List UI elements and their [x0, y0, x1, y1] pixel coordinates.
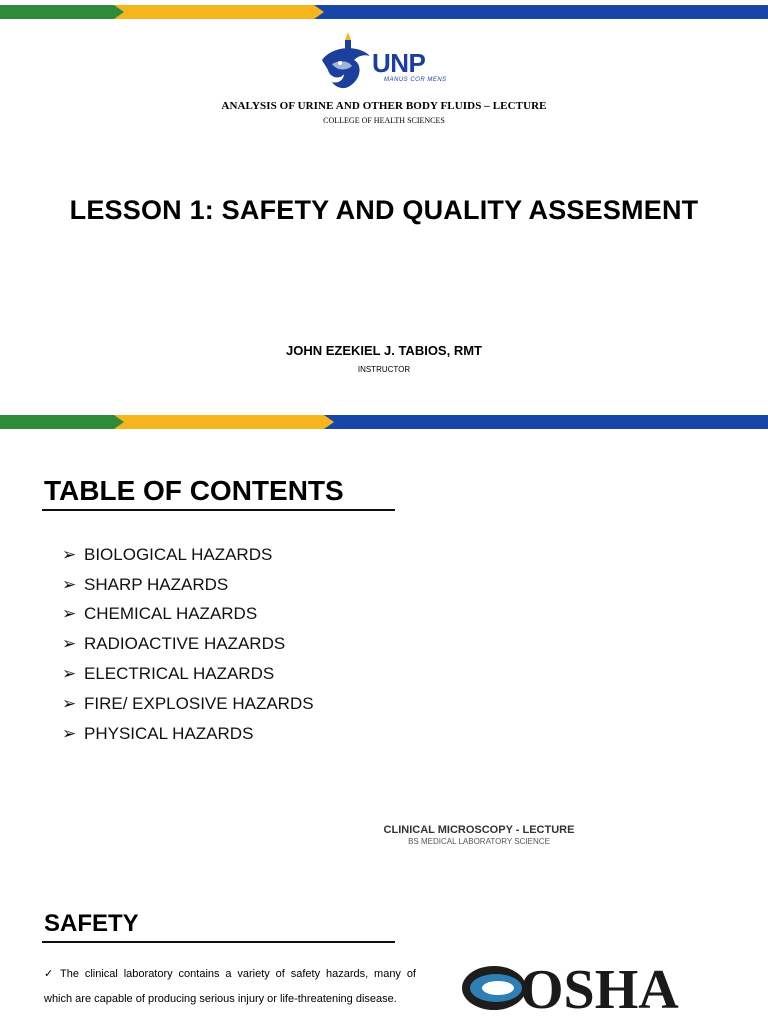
checkmark-icon: ✓	[44, 968, 54, 980]
middle-color-band	[0, 415, 768, 429]
footer-program: BS MEDICAL LABORATORY SCIENCE	[408, 837, 550, 846]
arrow-bullet-icon: ➢	[62, 693, 77, 713]
arrow-bullet-icon: ➢	[62, 574, 77, 594]
lesson-title: LESSON 1: SAFETY AND QUALITY ASSESMENT	[69, 195, 699, 225]
toc-item-label: SHARP HAZARDS	[84, 574, 229, 594]
college-name: COLLEGE OF HEALTH SCIENCES	[323, 116, 445, 125]
footer-course: CLINICAL MICROSCOPY - LECTURE	[383, 824, 575, 836]
safety-text: The clinical laboratory contains a variety of safety hazards, many of which are capable of producing serious injury or life-threatening disease.	[44, 968, 416, 1005]
logo-name: UNP	[372, 48, 426, 78]
osha-logo	[456, 942, 724, 1024]
toc-item-label: FIRE/ EXPLOSIVE HAZARDS	[84, 693, 314, 713]
arrow-bullet-icon: ➢	[62, 723, 77, 743]
safety-title-underline	[42, 941, 395, 943]
top-color-band	[0, 5, 768, 19]
safety-title: SAFETY	[44, 910, 139, 937]
toc-item-label: RADIOACTIVE HAZARDS	[84, 634, 286, 654]
toc-item	[62, 659, 462, 689]
toc-title-underline	[42, 509, 395, 511]
toc-item	[62, 600, 462, 630]
toc-title: TABLE OF CONTENTS	[44, 475, 344, 506]
toc-list	[62, 540, 462, 749]
toc-item-label: CHEMICAL HAZARDS	[84, 604, 258, 624]
course-title: ANALYSIS OF URINE AND OTHER BODY FLUIDS – LECTURE	[221, 100, 547, 112]
toc-item	[62, 629, 462, 659]
instructor-role: INSTRUCTOR	[357, 365, 411, 374]
osha-logo-text: OSHA	[520, 959, 679, 1021]
toc-item-label: PHYSICAL HAZARDS	[84, 723, 254, 743]
toc-item-label: BIOLOGICAL HAZARDS	[84, 544, 273, 564]
arrow-bullet-icon: ➢	[62, 664, 77, 684]
arrow-bullet-icon: ➢	[62, 634, 77, 654]
toc-item	[62, 570, 462, 600]
instructor-name: JOHN EZEKIEL J. TABIOS, RMT	[286, 343, 482, 358]
toc-item	[62, 719, 462, 749]
toc-item	[62, 689, 462, 719]
arrow-bullet-icon: ➢	[62, 604, 77, 624]
shark-emblem-icon	[318, 30, 378, 96]
logo-motto: MANUS COR MENS	[384, 77, 447, 83]
safety-paragraph	[44, 962, 416, 1012]
unp-logo	[318, 30, 450, 96]
arrow-bullet-icon: ➢	[62, 544, 77, 564]
toc-item	[62, 540, 462, 570]
toc-item-label: ELECTRICAL HAZARDS	[84, 664, 275, 684]
